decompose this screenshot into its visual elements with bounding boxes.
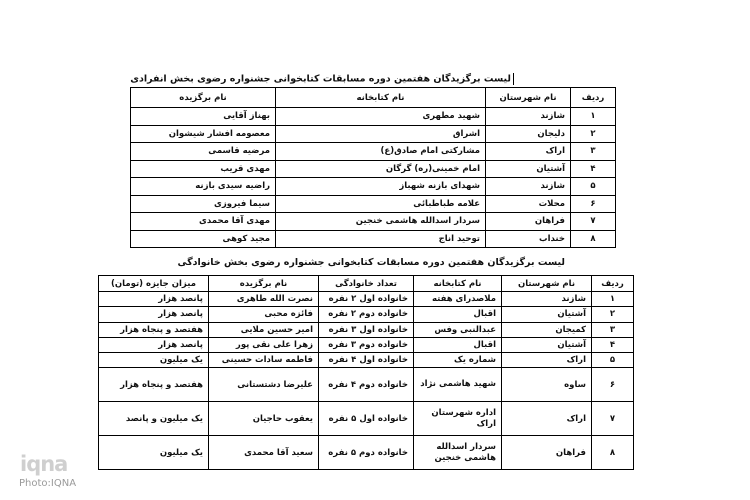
col-header-city: نام شهرستان [486,88,571,108]
table-row [99,307,634,322]
library-cell: توحید اناج [276,230,486,248]
city-cell: اراک [486,143,571,161]
city-cell: خنداب [486,230,571,248]
prize-cell: یک میلیون [99,436,209,470]
rank-cell: ۲ [592,307,634,322]
family-count-cell: خانواده دوم ۳ نفره [319,337,414,352]
winner-cell: سعید آقا محمدی [209,436,319,470]
table-row [131,230,616,248]
library-cell: اداره شهرستان اراک [414,402,502,436]
col-header-library: نام کتابخانه [276,88,486,108]
winner-cell: بهناز آقایی [131,108,276,126]
table2-title: لیست برگزیدگان هفتمین دوره مسابقات کتابخوانی جشنواره رضوی بخش خانوادگی [177,257,565,268]
city-cell: آشتیان [502,307,592,322]
table-row [99,337,634,352]
rank-cell: ۶ [571,195,616,213]
table-row [131,213,616,231]
city-cell: فراهان [502,436,592,470]
prize-cell: هفتصد و پنجاه هزار [99,368,209,402]
city-cell: دلیجان [486,125,571,143]
winner-cell: معصومه افشار شیشوان [131,125,276,143]
rank-cell: ۲ [571,125,616,143]
library-cell: ملاصدرای هفته [414,292,502,307]
col-header-winner: نام برگزیده [131,88,276,108]
library-cell: شهدای بازنه شهباز [276,178,486,196]
col-header-rank: ردیف [592,276,634,292]
photo-credit: Photo:IQNA [19,478,77,489]
city-cell: محلات [486,195,571,213]
city-cell: شازند [486,108,571,126]
city-cell: آشتیان [502,337,592,352]
table-row [131,108,616,126]
city-cell: کمیجان [502,322,592,337]
prize-cell: هفتصد و پنجاه هزار [99,322,209,337]
city-cell: ساوه [502,368,592,402]
table-row [131,178,616,196]
table-row [131,195,616,213]
library-cell: اقبال [414,307,502,322]
table-row [131,160,616,178]
city-cell: آشتیان [486,160,571,178]
family-count-cell: خانواده دوم ۲ نفره [319,307,414,322]
col-header-prize: میزان جایزه (تومان) [99,276,209,292]
rank-cell: ۱ [592,292,634,307]
city-cell: اراک [502,353,592,368]
rank-cell: ۵ [592,353,634,368]
winner-cell: فاطمه سادات حسینی [209,353,319,368]
library-cell: سردار اسدالله هاشمی خنجین [414,436,502,470]
rank-cell: ۸ [571,230,616,248]
winner-cell: مهدی آقا محمدی [131,213,276,231]
table-row [99,353,634,368]
family-winners-table [98,275,634,470]
individual-winners-table [130,87,616,248]
prize-cell: پانصد هزار [99,307,209,322]
city-cell: شازند [486,178,571,196]
family-count-cell: خانواده اول ۳ نفره [319,322,414,337]
prize-cell: یک میلیون و پانصد [99,402,209,436]
rank-cell: ۵ [571,178,616,196]
family-count-cell: خانواده اول ۵ نفره [319,402,414,436]
rank-cell: ۱ [571,108,616,126]
col-header-winner: نام برگزیده [209,276,319,292]
family-count-cell: خانواده اول ۴ نفره [319,353,414,368]
library-cell: اقبال [414,337,502,352]
winner-cell: سیما فیروزی [131,195,276,213]
winner-cell: مجید کوهی [131,230,276,248]
winner-cell: راضیه سیدی بازنه [131,178,276,196]
table-row [99,322,634,337]
table-row [131,125,616,143]
table-header-row [131,88,616,108]
table-header-row [99,276,634,292]
rank-cell: ۶ [592,368,634,402]
prize-cell: پانصد هزار [99,337,209,352]
col-header-library: نام کتابخانه [414,276,502,292]
table-row [99,368,634,402]
rank-cell: ۳ [571,143,616,161]
table-row [99,436,634,470]
col-header-family-count: تعداد خانوادگی [319,276,414,292]
library-cell: مشارکتی امام صادق(ع) [276,143,486,161]
iqna-logo: iqna [20,452,68,476]
winner-cell: فائزه محبی [209,307,319,322]
rank-cell: ۸ [592,436,634,470]
winner-cell: مهدی قریب [131,160,276,178]
col-header-rank: ردیف [571,88,616,108]
table-row [131,143,616,161]
rank-cell: ۷ [571,213,616,231]
rank-cell: ۴ [592,337,634,352]
winner-cell: امیر حسین ملایی [209,322,319,337]
library-cell: اشراق [276,125,486,143]
prize-cell: یک میلیون [99,353,209,368]
library-cell: شماره یک [414,353,502,368]
library-cell: شهید هاشمی نژاد [414,368,502,402]
city-cell: اراک [502,402,592,436]
table-row [99,402,634,436]
winner-cell: زهرا علی نقی پور [209,337,319,352]
prize-cell: پانصد هزار [99,292,209,307]
city-cell: فراهان [486,213,571,231]
rank-cell: ۴ [571,160,616,178]
winner-cell: یعقوب حاجیان [209,402,319,436]
library-cell: عبدالنبی وفس [414,322,502,337]
text-cursor [513,73,514,85]
family-count-cell: خانواده دوم ۵ نفره [319,436,414,470]
city-cell: شازند [502,292,592,307]
library-cell: امام خمینی(ره) گرگان [276,160,486,178]
family-count-cell: خانواده اول ۲ نفره [319,292,414,307]
library-cell: سردار اسدالله هاشمی خنجین [276,213,486,231]
col-header-city: نام شهرستان [502,276,592,292]
winner-cell: مرضیه قاسمی [131,143,276,161]
library-cell: شهید مطهری [276,108,486,126]
winner-cell: علیرضا دشتستانی [209,368,319,402]
table1-title: لیست برگزیدگان هفتمین دوره مسابقات کتابخوانی جشنواره رضوی بخش انفرادی [130,73,514,85]
winner-cell: نصرت الله طاهری [209,292,319,307]
family-count-cell: خانواده دوم ۴ نفره [319,368,414,402]
table-row [99,292,634,307]
rank-cell: ۷ [592,402,634,436]
library-cell: علامه طباطبائی [276,195,486,213]
rank-cell: ۳ [592,322,634,337]
